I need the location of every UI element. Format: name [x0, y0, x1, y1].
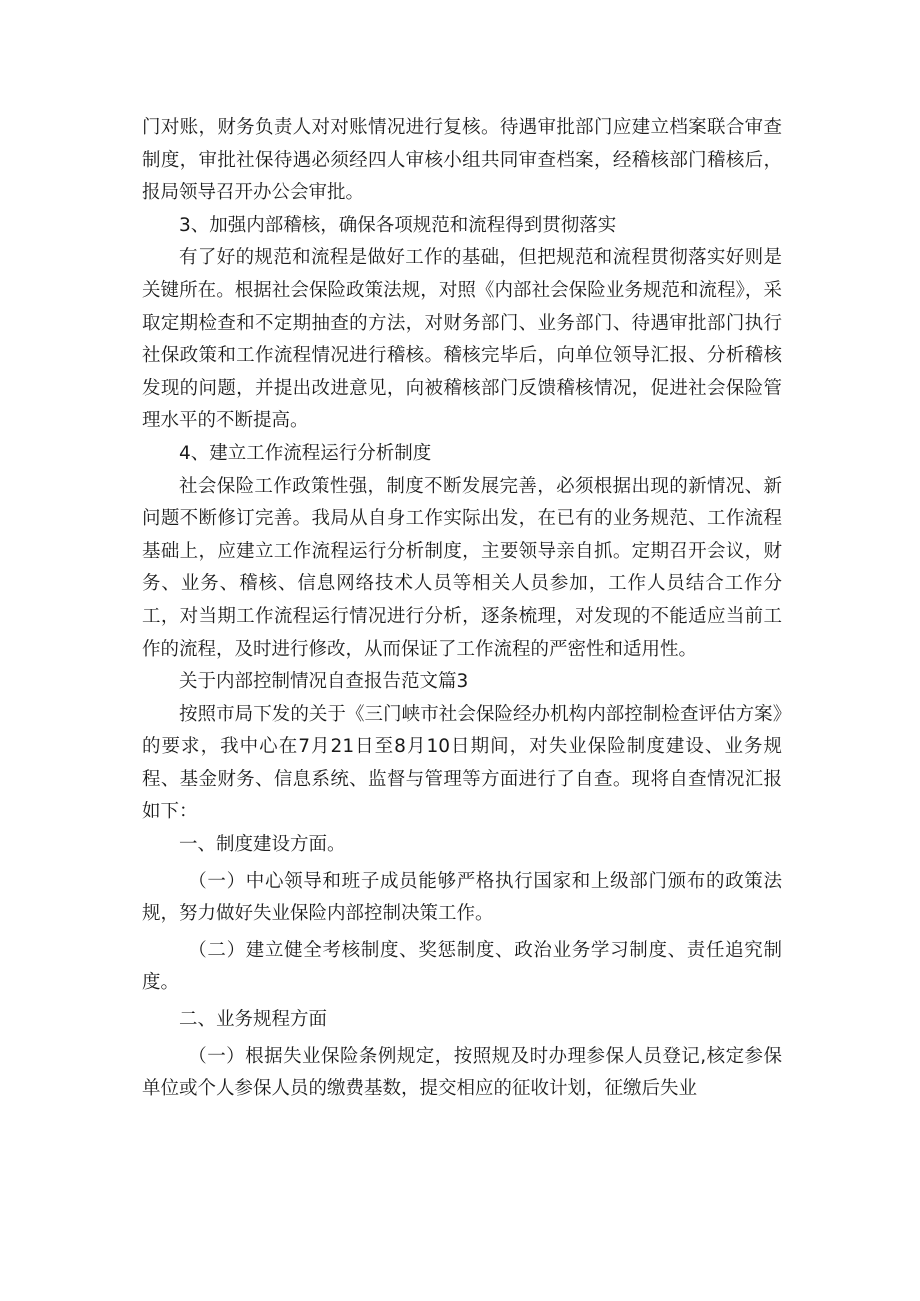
paragraph-leadership: （一）中心领导和班子成员能够严格执行国家和上级部门颁布的政策法规，努力做好失业保险内部控制决策工作。: [142, 870, 782, 925]
heading-business-procedures: 二、业务规程方面: [179, 1009, 328, 1031]
paragraph-registration: （一）根据失业保险条例规定，按照规及时办理参保人员登记,核定参保单位或个人参保人员的缴费基数，提交相应的征收计划，征缴后失业: [142, 1045, 782, 1100]
paragraph-process-analysis: 社会保险工作政策性强，制度不断发展完善，必须根据出现的新情况、新问题不断修订完善。我局从自身工作实际出发，在已有的业务规范、工作流程基础上，应建立工作流程运行分析制度，主要领导亲自抓。定期召开会议，财务、业务、稽核、信息网络技术人员等相关人员参加，工作人员结合工作分工，对当期工作流程运行情况进行分析，逐条梳理，对发现的不能适应当前工作的流程，及时进行修改，从而保证了工作流程的严密性和适用性。: [142, 475, 782, 660]
paragraph-archive-review: 门对账，财务负责人对对账情况进行复核。待遇审批部门应建立档案联合审查制度，审批社保待遇必须经四人审核小组共同审查档案，经稽核部门稽核后，报局领导召开办公会审批。: [142, 117, 782, 204]
paragraph-report-intro: 按照市局下发的关于《三门峡市社会保险经办机构内部控制检查评估方案》的要求，我中心在7月21日至8月10日期间，对失业保险制度建设、业务规程、基金财务、信息系统、监督与管理等方面进行了自查。现将自查情况汇报如下：: [142, 703, 782, 823]
heading-process-analysis: 4、建立工作流程运行分析制度: [179, 442, 432, 464]
paragraph-internal-audit: 有了好的规范和流程是做好工作的基础，但把规范和流程贯彻落实好则是关键所在。根据社会保险政策法规，对照《内部社会保险业务规范和流程》，采取定期检查和不定期抽查的方法，对财务部门、业务部门、待遇审批部门执行社保政策和工作流程情况进行稽核。稽核完毕后，向单位领导汇报、分析稽核发现的问题，并提出改进意见，向被稽核部门反馈稽核情况，促进社会保险管理水平的不断提高。: [142, 247, 782, 432]
document-body: [142, 112, 782, 1106]
heading-system-construction: 一、制度建设方面。: [179, 834, 346, 856]
paragraph-assessment-system: （二）建立健全考核制度、奖惩制度、政治业务学习制度、责任追究制度。: [142, 939, 782, 994]
section-title-report-3: 关于内部控制情况自查报告范文篇3: [179, 671, 469, 693]
heading-internal-audit: 3、加强内部稽核，确保各项规范和流程得到贯彻落实: [179, 214, 617, 236]
